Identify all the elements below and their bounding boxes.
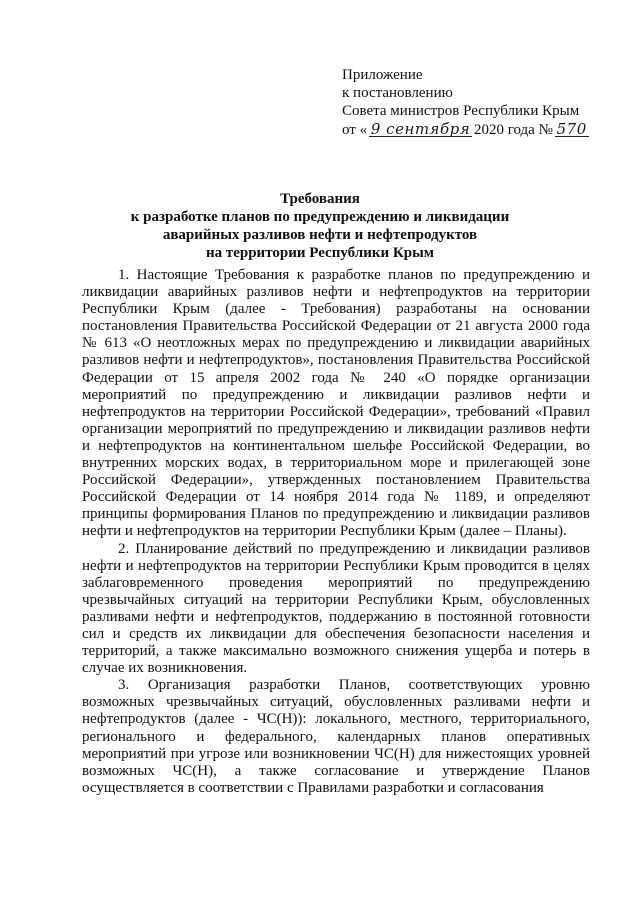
document-body xyxy=(82,267,590,797)
appendix-reference: к постановлению xyxy=(342,85,453,101)
title-line-4: на территории Республики Крым xyxy=(205,245,435,261)
paragraph-1: 1. Настоящие Требования к разработке планов по предупреждению и ликвидации аварийных разливов нефти и нефтепродуктов на территории Республики Крым (далее - Требования) разработаны на основании постановления Правительства Российской Федерации от 21 августа 2000 года № 613 «О неотложных мерах по предупреждению и ликвидации аварийных разливов нефти и нефтепродуктов», постановления Правительства Российской Федерации от 15 апреля 2002 года № 240 «О порядке организации мероприятий по предупреждению и ликвидации разливов нефти и нефтепродуктов на территории Российской Федерации», требований «Правил организации мероприятий по предупреждению и ликвидации разливов нефти и нефтепродуктов на континентальном шельфе Российской Федерации, во внутренних морских водах, в территориальном море и прилегающей зоне Российской Федерации», утвержденных постановлением Правительства Российской Федерации от 14 ноября 2014 года № 1189, и определяют принципы формирования Планов по предупреждению и ликвидации разливов нефти и нефтепродуктов на территории Республики Крым (далее – Планы). xyxy=(82,267,590,540)
appendix-issuer: Совета министров Республики Крым xyxy=(342,103,580,119)
title-line-1: Требования xyxy=(280,191,360,207)
title-line-2: к разработке планов по предупреждению и ликвидации xyxy=(130,209,510,225)
date-suffix: 2020 года № xyxy=(473,122,553,138)
appendix-date-line xyxy=(342,120,602,139)
handwritten-date: 9 сентября xyxy=(370,120,471,138)
appendix-header xyxy=(342,66,602,139)
title-line-3: аварийных разливов нефти и нефтепродуктов xyxy=(162,227,478,243)
date-prefix: от « xyxy=(342,122,368,138)
document-title xyxy=(80,190,560,262)
paragraph-3: 3. Организация разработки Планов, соответствующих уровню возможных чрезвычайных ситуаций, обусловленных разливами нефти и нефтепродуктов (далее - ЧС(Н)): локального, местного, территориального, регионального и федерального, календарных планов оперативных мероприятий при угрозе или возникновении ЧС(Н) для нижестоящих уровней возможных ЧС(Н), а также согласование и утверждение Планов осуществляется в соответствии с Правилами разработки и согласования xyxy=(82,677,590,796)
handwritten-number: 570 xyxy=(556,120,587,138)
appendix-label: Приложение xyxy=(342,67,423,83)
paragraph-2: 2. Планирование действий по предупреждению и ликвидации разливов нефти и нефтепродуктов на территории Республики Крым проводится в целях заблаговременного проведения мероприятий по предупреждению чрезвычайных ситуаций на территории Республики Крым, обусловленных разливами нефти и нефтепродуктов, поддержанию в постоянной готовности сил и средств их ликвидации для обеспечения безопасности населения и территорий, а также максимально возможного снижения ущерба и потерь в случае их возникновения. xyxy=(82,540,590,677)
